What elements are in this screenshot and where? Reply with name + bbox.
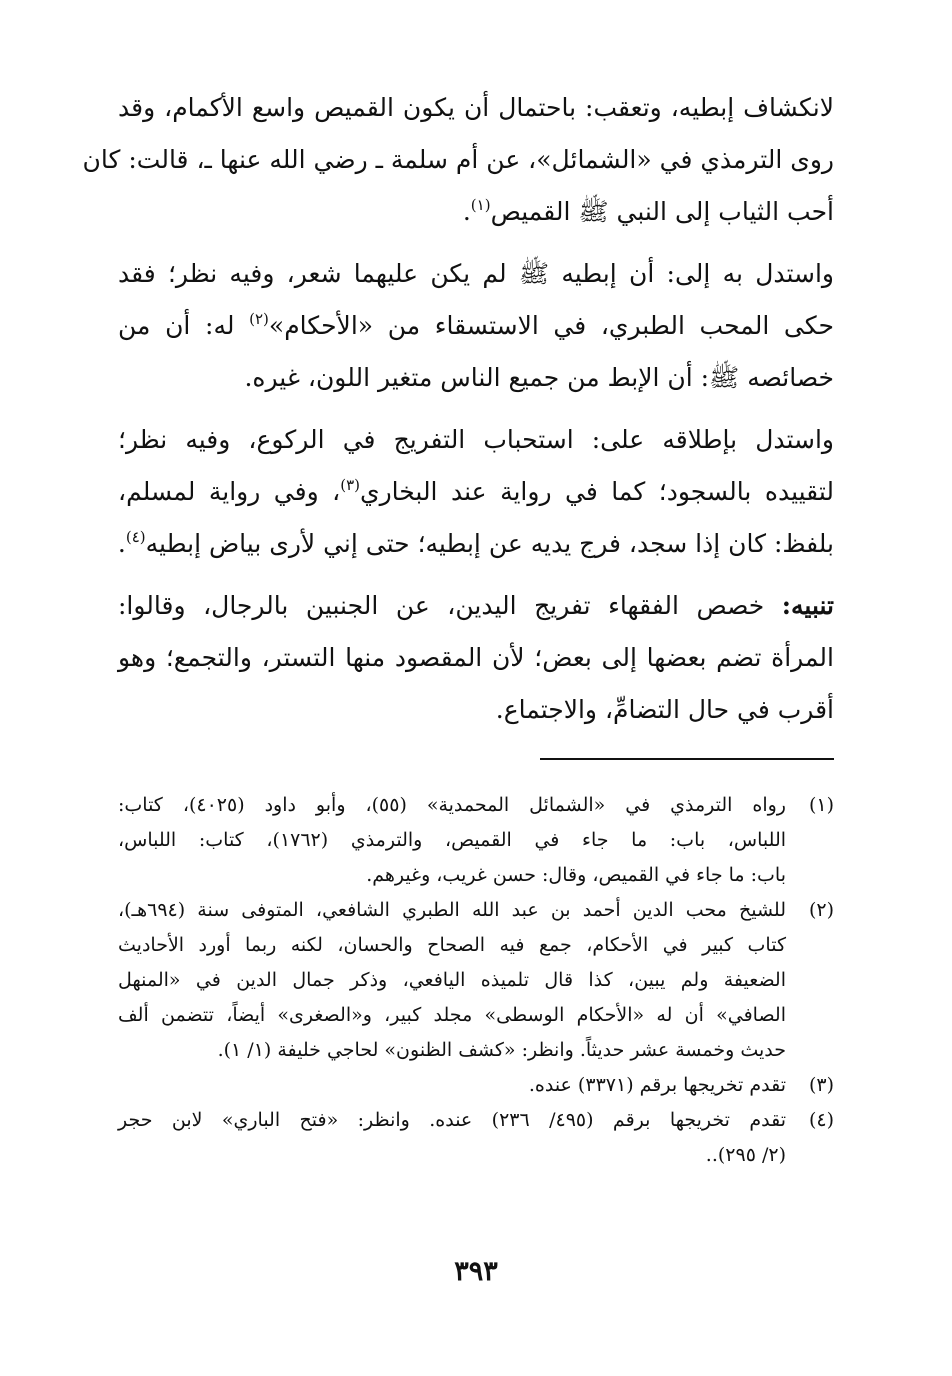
footnote-line: (٢/ ٢٩٥).. (705, 1144, 786, 1166)
footnote-reference[interactable]: (٢) (249, 310, 269, 328)
paragraph-text: لتقييده بالسجود؛ كما في رواية عند البخاري (360, 477, 834, 506)
footnote-2 (118, 893, 834, 1068)
note-label: تنبيه: (781, 591, 834, 620)
footnote-line: حديث وخمسة عشر حديثاً. وانظر: «كشف الظنون» لحاجي خليفة (١/ ١). (217, 1039, 786, 1061)
paragraph-line (118, 186, 834, 238)
footnote-number: (١) (808, 794, 834, 816)
paragraph-2 (118, 248, 834, 404)
footnote-line: تقدم تخريجها برقم (٤٩٥/ ٢٣٦) عنده. وانظر: «فتح الباري» لابن حجر (118, 1109, 786, 1131)
paragraph-1 (82, 82, 834, 238)
paragraph-note (118, 580, 834, 736)
paragraph-line: روى الترمذي في «الشمائل»، عن أم سلمة ـ رضي الله عنها ـ، قالت: كان (82, 145, 834, 174)
footnote-line: باب: ما جاء في القميص، وقال: حسن غريب، وغيرهم. (366, 864, 786, 886)
footnote-line: الضعيفة ولم يبين، كذا قال تلميذه اليافعي، وذكر جمال الدين في «المنهل (118, 969, 786, 991)
paragraph-line (118, 580, 834, 632)
paragraph-text: حكى المحب الطبري، في الاستسقاء من «الأحكام» (268, 311, 835, 340)
footnote-reference[interactable]: (١) (470, 196, 491, 214)
footnote-text (118, 788, 786, 893)
footnote-text (118, 893, 786, 1068)
footnote-text (118, 1103, 786, 1173)
footnote-line: تقدم تخريجها برقم (٣٣٧١) عنده. (528, 1074, 786, 1096)
paragraph-line: واستدل بإطلاقه على: استحباب التفريج في الركوع، وفيه نظر؛ (118, 425, 834, 454)
paragraph-ending: . (462, 197, 471, 226)
paragraph-text: له: أن من (118, 311, 250, 340)
footnote-line: للشيخ محب الدين أحمد بن عبد الله الطبري الشافعي، المتوفى سنة (٦٩٤هـ)، (118, 899, 786, 921)
footnote-line: رواه الترمذي في «الشمائل المحمدية» (٥٥)، وأبو داود (٤٠٢٥)، كتاب: (118, 794, 786, 816)
paragraph-3 (118, 414, 834, 570)
footnote-reference[interactable]: (٣) (340, 476, 360, 494)
paragraph-text: أحب الثياب إلى النبي ﷺ القميص (490, 197, 834, 226)
paragraph-text: خصص الفقهاء تفريج اليدين، عن الجنبين بالرجال، وقالوا: (118, 591, 782, 620)
paragraph-line (118, 466, 834, 518)
paragraph-line: المرأة تضم بعضها إلى بعض؛ لأن المقصود منها التستر، والتجمع؛ وهو (118, 643, 834, 672)
paragraph-ending: . (117, 529, 126, 558)
footnote-number: (٤) (808, 1109, 834, 1131)
paragraph-line: واستدل به إلى: أن إبطيه ﷺ لم يكن عليهما شعر، وفيه نظر؛ فقد (118, 259, 834, 288)
paragraph-text: ، وفي رواية لمسلم، (118, 477, 341, 506)
footnote-reference[interactable]: (٤) (125, 528, 146, 546)
footnote-number: (٢) (808, 899, 834, 921)
footnote-line: اللباس، باب: ما جاء في القميص، والترمذي (١٧٦٢)، كتاب: اللباس، (118, 829, 787, 851)
paragraph-line: أقرب في حال التضامِّ، والاجتماع. (495, 695, 834, 724)
footnote-3 (118, 1068, 834, 1103)
footnote-text (118, 1068, 786, 1103)
footnote-separator (540, 758, 834, 760)
footnote-number: (٣) (808, 1074, 834, 1096)
footnote-1 (118, 788, 834, 893)
paragraph-line: خصائصه ﷺ: أن الإبط من جميع الناس متغير اللون، غيره. (244, 363, 834, 392)
page-body (82, 82, 835, 1173)
footnote-4 (118, 1103, 834, 1173)
paragraph-line (118, 518, 834, 570)
footnote-line: كتاب كبير في الأحكام، جمع فيه الصحاح والحسان، لكنه ربما أورد الأحاديث (118, 934, 786, 956)
paragraph-text: بلفظ: كان إذا سجد، فرج يديه عن إبطيه؛ حتى إني لأرى بياض إبطيه (145, 529, 834, 558)
footnotes (118, 788, 834, 1173)
paragraph-line (118, 300, 834, 352)
page-number: ٣٩٣ (454, 1256, 498, 1287)
paragraph-line: لانكشاف إبطيه، وتعقب: باحتمال أن يكون القميص واسع الأكمام، وقد (118, 93, 834, 122)
footnote-line: الصافي» أن له «الأحكام الوسطى» مجلد كبير، و«الصغرى» أيضاً، تتضمن ألف (118, 1004, 786, 1026)
